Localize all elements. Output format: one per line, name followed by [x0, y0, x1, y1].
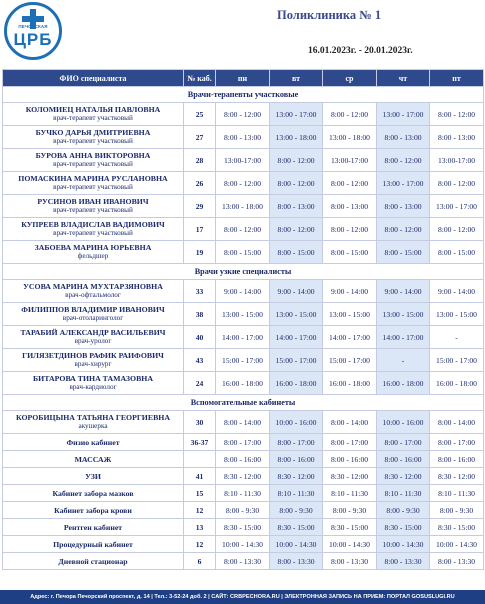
specialist-cell: [3, 103, 184, 126]
time-slot: 8:00 - 15:00: [430, 241, 484, 264]
table-row: [3, 172, 484, 195]
specialist-role: врач-терапевт участковый: [53, 183, 133, 191]
time-slot: 8:10 - 11:30: [377, 485, 430, 502]
specialist-cell: [3, 434, 184, 451]
time-slot: 8:00 - 13:30: [323, 553, 377, 570]
room-number: 28: [184, 149, 216, 172]
specialist-cell: [3, 451, 184, 468]
time-slot: 8:10 - 11:30: [323, 485, 377, 502]
time-slot: 8:00 - 17:00: [377, 434, 430, 451]
section-header-row: [3, 395, 484, 411]
specialist-name: Дневной стационар: [58, 556, 128, 566]
time-slot: 8:00 - 14:00: [430, 411, 484, 434]
specialist-cell: [3, 485, 184, 502]
crb-logo: [4, 2, 62, 60]
specialist-cell: [3, 553, 184, 570]
time-slot: 8:00 - 12:00: [323, 172, 377, 195]
table-row: [3, 241, 484, 264]
time-slot: 8:00 - 14:00: [216, 411, 270, 434]
time-slot: 8:00 - 13:30: [216, 553, 270, 570]
time-slot: 8:00 - 15:00: [270, 241, 323, 264]
time-slot: 8:00 - 12:00: [270, 218, 323, 241]
specialist-name: БУЧКО ДАРЬЯ ДМИТРИЕВНА: [35, 128, 151, 137]
table-row: [3, 126, 484, 149]
time-slot: 8:00 - 9:30: [377, 502, 430, 519]
time-slot: 8:00 - 12:00: [216, 172, 270, 195]
specialist-role: врач-терапевт участковый: [53, 137, 133, 145]
specialist-name: ПОМАСКИНА МАРИНА РУСЛАНОВНА: [18, 174, 168, 183]
table-row: [3, 280, 484, 303]
room-number: 29: [184, 195, 216, 218]
time-slot: 8:00 - 17:00: [430, 434, 484, 451]
time-slot: 13:00 - 18:00: [216, 195, 270, 218]
specialist-cell: [3, 349, 184, 372]
page-title: Поликлиника № 1: [277, 8, 382, 22]
room-number: [184, 451, 216, 468]
specialist-cell: [3, 372, 184, 395]
time-slot: 13:00-17:00: [216, 149, 270, 172]
table-row: [3, 468, 484, 485]
col-header-name: ФИО специалиста: [3, 70, 184, 87]
time-slot: 8:00 - 15:00: [377, 241, 430, 264]
section-title: Врачи-терапевты участковые: [3, 87, 484, 103]
time-slot: 8:30 - 15:00: [323, 519, 377, 536]
room-number: 33: [184, 280, 216, 303]
specialist-name: Кабинет забора крови: [54, 505, 132, 515]
time-slot: 8:30 - 15:00: [430, 519, 484, 536]
specialist-name: ФИЛИППОВ ВЛАДИМИР ИВАНОВИЧ: [21, 305, 165, 314]
time-slot: 10:00 - 16:00: [270, 411, 323, 434]
room-number: 40: [184, 326, 216, 349]
table-row: [3, 519, 484, 536]
table-row: [3, 103, 484, 126]
col-header-thu: чт: [377, 70, 430, 87]
specialist-cell: [3, 411, 184, 434]
time-slot: 16:00 - 18:00: [270, 372, 323, 395]
cross-bar: [22, 16, 44, 22]
specialist-name: КУПРЕЕВ ВЛАДИСЛАВ ВАДИМОВИЧ: [21, 220, 165, 229]
table-row: [3, 434, 484, 451]
time-slot: 8:00 - 15:00: [216, 241, 270, 264]
col-header-room: № каб.: [184, 70, 216, 87]
room-number: 43: [184, 349, 216, 372]
time-slot: 8:00 - 16:00: [430, 451, 484, 468]
specialist-role: врач-уролог: [74, 337, 112, 345]
time-slot: 14:00 - 17:00: [270, 326, 323, 349]
specialist-role: врач-терапевт участковый: [53, 114, 133, 122]
time-slot: 8:00 - 14:00: [323, 411, 377, 434]
time-slot: 8:00 - 12:00: [270, 149, 323, 172]
specialist-name: КОЛОМИЕЦ НАТАЛЬЯ ПАВЛОВНА: [25, 105, 161, 114]
date-range: 16.01.2023г. - 20.01.2023г.: [308, 46, 413, 56]
time-slot: 10:00 - 14:30: [377, 536, 430, 553]
time-slot: 15:00 - 17:00: [216, 349, 270, 372]
logo-arc-text: ПЕЧОРСКАЯ: [18, 24, 48, 29]
time-slot: 8:00 - 13:30: [430, 553, 484, 570]
specialist-cell: [3, 280, 184, 303]
time-slot: 8:00 - 13:00: [270, 195, 323, 218]
time-slot: 8:00 - 12:00: [216, 218, 270, 241]
schedule-body: [3, 87, 484, 570]
time-slot: 13:00-17:00: [323, 149, 377, 172]
room-number: 13: [184, 519, 216, 536]
time-slot: 8:00 - 9:30: [270, 502, 323, 519]
time-slot: 8:30 - 12:00: [323, 468, 377, 485]
time-slot: 8:00 - 17:00: [270, 434, 323, 451]
specialist-role: акушерка: [78, 422, 108, 430]
specialist-role: врач-терапевт участковый: [53, 229, 133, 237]
room-number: 19: [184, 241, 216, 264]
table-row: [3, 485, 484, 502]
specialist-cell: [3, 241, 184, 264]
specialist-cell: [3, 195, 184, 218]
time-slot: 16:00 - 18:00: [216, 372, 270, 395]
specialist-cell: [3, 468, 184, 485]
time-slot: 8:00 - 12:00: [216, 103, 270, 126]
specialist-name: БИТАРОВА ТИНА ТАМАЗОВНА: [33, 374, 153, 383]
specialist-cell: [3, 502, 184, 519]
specialist-role: фельдшер: [77, 252, 109, 260]
time-slot: 8:00 - 12:00: [323, 103, 377, 126]
table-row: [3, 372, 484, 395]
specialist-cell: [3, 172, 184, 195]
time-slot: 8:00 - 12:00: [430, 218, 484, 241]
time-slot: 8:00 - 16:00: [323, 451, 377, 468]
specialist-name: КОРОБИЦЫНА ТАТЬЯНА ГЕОРГИЕВНА: [16, 413, 170, 422]
schedule-table: [2, 69, 484, 570]
time-slot: 8:00 - 17:00: [216, 434, 270, 451]
specialist-name: УСОВА МАРИНА МУХТАРЗЯНОВНА: [23, 282, 163, 291]
time-slot: 8:00 - 16:00: [377, 451, 430, 468]
table-row: [3, 149, 484, 172]
time-slot: 13:00 - 17:00: [430, 195, 484, 218]
time-slot: 10:00 - 14:30: [270, 536, 323, 553]
time-slot: 14:00 - 17:00: [323, 326, 377, 349]
time-slot: 13:00 - 15:00: [377, 303, 430, 326]
specialist-name: ГИЛЯЗЕТДИНОВ РАФИК РАИФОВИЧ: [22, 351, 164, 360]
specialist-name: Процедурный кабинет: [53, 539, 133, 549]
time-slot: 13:00 - 15:00: [430, 303, 484, 326]
time-slot: 13:00 - 17:00: [270, 103, 323, 126]
time-slot: 8:00 - 15:00: [323, 241, 377, 264]
time-slot: 15:00 - 17:00: [323, 349, 377, 372]
section-title: Вспомогательные кабинеты: [3, 395, 484, 411]
room-number: 38: [184, 303, 216, 326]
time-slot: 13:00 - 18:00: [270, 126, 323, 149]
specialist-name: МАССАЖ: [74, 454, 112, 464]
time-slot: 14:00 - 17:00: [377, 326, 430, 349]
specialist-role: врач-кардиолог: [69, 383, 117, 391]
time-slot: 13:00 - 17:00: [377, 103, 430, 126]
room-number: 17: [184, 218, 216, 241]
room-number: 6: [184, 553, 216, 570]
time-slot: 8:00 - 13:00: [377, 195, 430, 218]
time-slot: 8:00 - 13:30: [377, 553, 430, 570]
room-number: 26: [184, 172, 216, 195]
time-slot: 8:30 - 12:00: [270, 468, 323, 485]
section-title: Врачи узкие специалисты: [3, 264, 484, 280]
room-number: 30: [184, 411, 216, 434]
time-slot: 10:00 - 14:30: [216, 536, 270, 553]
page-header: [0, 0, 485, 68]
time-slot: -: [430, 326, 484, 349]
time-slot: 10:00 - 14:30: [430, 536, 484, 553]
col-header-mon: пн: [216, 70, 270, 87]
room-number: 24: [184, 372, 216, 395]
time-slot: 8:00 - 12:00: [377, 218, 430, 241]
table-row: [3, 502, 484, 519]
room-number: 36-37: [184, 434, 216, 451]
col-header-fri: пт: [430, 70, 484, 87]
time-slot: 8:00 - 13:00: [323, 195, 377, 218]
specialist-name: УЗИ: [85, 471, 101, 481]
time-slot: 8:00 - 9:30: [216, 502, 270, 519]
table-row: [3, 411, 484, 434]
table-header-row: [3, 70, 484, 87]
time-slot: 13:00 - 15:00: [270, 303, 323, 326]
specialist-role: врач-отоларинголог: [62, 314, 124, 322]
time-slot: 8:30 - 15:00: [377, 519, 430, 536]
specialist-cell: [3, 303, 184, 326]
time-slot: 14:00 - 17:00: [216, 326, 270, 349]
specialist-cell: [3, 149, 184, 172]
time-slot: 9:00 - 14:00: [216, 280, 270, 303]
specialist-role: врач-терапевт участковый: [53, 160, 133, 168]
time-slot: 16:00 - 18:00: [377, 372, 430, 395]
time-slot: 8:30 - 12:00: [216, 468, 270, 485]
specialist-role: врач-хирург: [74, 360, 112, 368]
table-row: [3, 195, 484, 218]
time-slot: 8:10 - 11:30: [430, 485, 484, 502]
time-slot: 10:00 - 14:30: [323, 536, 377, 553]
time-slot: 8:00 - 16:00: [216, 451, 270, 468]
specialist-cell: [3, 519, 184, 536]
time-slot: 15:00 - 17:00: [430, 349, 484, 372]
time-slot: 13:00 - 15:00: [216, 303, 270, 326]
time-slot: 9:00 - 14:00: [377, 280, 430, 303]
time-slot: 8:00 - 12:00: [430, 103, 484, 126]
room-number: 15: [184, 485, 216, 502]
time-slot: 13:00-17:00: [430, 149, 484, 172]
time-slot: 8:30 - 12:00: [430, 468, 484, 485]
table-row: [3, 326, 484, 349]
specialist-cell: [3, 326, 184, 349]
time-slot: 13:00 - 18:00: [323, 126, 377, 149]
time-slot: -: [377, 349, 430, 372]
table-row: [3, 553, 484, 570]
room-number: 27: [184, 126, 216, 149]
time-slot: 8:10 - 11:30: [270, 485, 323, 502]
time-slot: 8:00 - 13:00: [430, 126, 484, 149]
specialist-role: врач-терапевт участковый: [53, 206, 133, 214]
specialist-name: Физио кабинет: [66, 437, 120, 447]
specialist-name: РУСИНОВ ИВАН ИВАНОВИЧ: [37, 197, 149, 206]
time-slot: 9:00 - 14:00: [270, 280, 323, 303]
time-slot: 8:30 - 15:00: [270, 519, 323, 536]
table-row: [3, 218, 484, 241]
logo-text: ЦРБ: [13, 30, 53, 49]
time-slot: 8:00 - 9:30: [430, 502, 484, 519]
room-number: 41: [184, 468, 216, 485]
time-slot: 15:00 - 17:00: [270, 349, 323, 372]
time-slot: 10:00 - 16:00: [377, 411, 430, 434]
col-header-wed: ср: [323, 70, 377, 87]
room-number: 12: [184, 536, 216, 553]
time-slot: 8:10 - 11:30: [216, 485, 270, 502]
section-header-row: [3, 264, 484, 280]
table-row: [3, 451, 484, 468]
table-row: [3, 303, 484, 326]
col-header-tue: вт: [270, 70, 323, 87]
specialist-name: ЗАБОЕВА МАРИНА ЮРЬЕВНА: [34, 243, 152, 252]
time-slot: 8:00 - 12:00: [323, 218, 377, 241]
time-slot: 9:00 - 14:00: [430, 280, 484, 303]
time-slot: 8:00 - 12:00: [270, 172, 323, 195]
time-slot: 8:00 - 12:00: [377, 149, 430, 172]
specialist-role: врач-офтальмолог: [65, 291, 121, 299]
time-slot: 8:00 - 16:00: [270, 451, 323, 468]
time-slot: 16:00 - 18:00: [323, 372, 377, 395]
time-slot: 16:00 - 18:00: [430, 372, 484, 395]
time-slot: 8:00 - 17:00: [323, 434, 377, 451]
time-slot: 8:30 - 15:00: [216, 519, 270, 536]
specialist-name: БУРОВА АННА ВИКТОРОВНА: [35, 151, 151, 160]
time-slot: 8:00 - 13:00: [377, 126, 430, 149]
specialist-cell: [3, 218, 184, 241]
time-slot: 13:00 - 15:00: [323, 303, 377, 326]
table-row: [3, 349, 484, 372]
section-header-row: [3, 87, 484, 103]
specialist-name: ТАРАБИЙ АЛЕКСАНДР ВАСИЛЬЕВИЧ: [20, 328, 166, 337]
table-row: [3, 536, 484, 553]
time-slot: 8:00 - 12:00: [430, 172, 484, 195]
room-number: 12: [184, 502, 216, 519]
specialist-cell: [3, 126, 184, 149]
time-slot: 9:00 - 14:00: [323, 280, 377, 303]
time-slot: 8:00 - 9:30: [323, 502, 377, 519]
specialist-cell: [3, 536, 184, 553]
footer-contacts: Адрес: г. Печора Печорский проспект, д. 14 | Тел.: 3-52-24 доб. 2 | САЙТ: CRBPECHORA.RU | ЭЛЕКТРОННАЯ ЗАПИСЬ НА ПРИЕМ: ПОРТАЛ GOSUSLUGI.RU: [0, 590, 485, 604]
specialist-name: Рентген кабинет: [63, 522, 123, 532]
time-slot: 8:00 - 13:00: [216, 126, 270, 149]
specialist-name: Кабинет забора мазков: [52, 488, 134, 498]
room-number: 25: [184, 103, 216, 126]
time-slot: 8:30 - 12:00: [377, 468, 430, 485]
time-slot: 13:00 - 17:00: [377, 172, 430, 195]
time-slot: 8:00 - 13:30: [270, 553, 323, 570]
